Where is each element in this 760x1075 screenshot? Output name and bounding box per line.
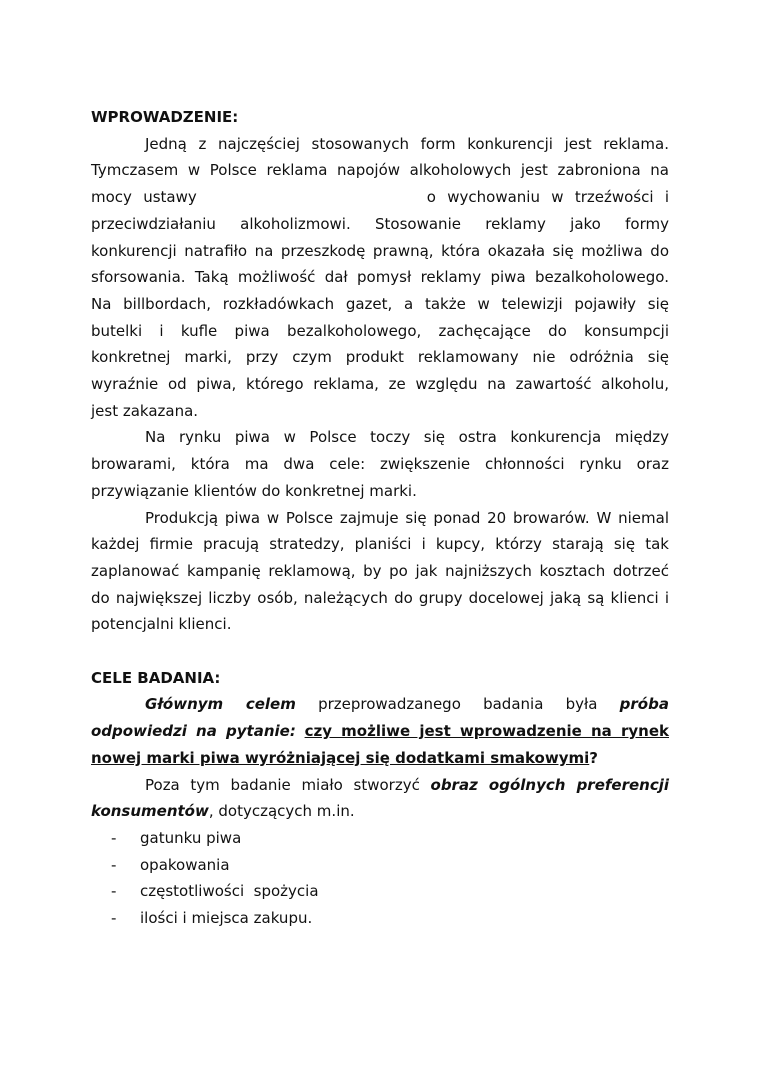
list-item <box>111 905 669 932</box>
underlined-question: czy możliwe jest wprowadzenie na rynek <box>304 722 669 741</box>
emphasis-text: konsumentów <box>91 802 209 821</box>
list-item-text: gatunku piwa <box>140 828 242 847</box>
text-line: zaplanować kampanię reklamową, by po jak najniższych kosztach dotrzeć <box>91 561 669 580</box>
emphasis-text: odpowiedzi na pytanie: <box>91 722 296 741</box>
text-line <box>91 745 669 772</box>
text-line: konkurencji natrafiło na przeszkodę prawną, która okazała się możliwa do <box>91 241 669 260</box>
section-spacer <box>91 638 669 665</box>
text-line: sforsowania. Taką możliwość dał pomysł reklamy piwa bezalkoholowego. <box>91 268 669 287</box>
text-line: butelki i kufle piwa bezalkoholowego, zachęcające do konsumpcji <box>91 321 669 340</box>
text-line: Tymczasem w Polsce reklama napojów alkoholowych jest zabroniona na <box>91 161 669 180</box>
text-fragment: przeprowadzanego badania była <box>318 695 598 714</box>
emphasis-text: próba <box>619 695 669 714</box>
text-line: konkretnej marki, przy czym produkt reklamowany nie odróżnia się <box>91 348 669 367</box>
text-line: Jedną z najczęściej stosowanych form konkurencji jest reklama. <box>145 134 669 153</box>
list-item-text: opakowania <box>140 855 230 874</box>
underlined-question: nowej marki piwa wyróżniającej się dodatkami smakowymi <box>91 748 590 767</box>
text-line: browarami, która ma dwa cele: zwiększenie chłonności rynku oraz <box>91 455 669 474</box>
document-page <box>91 104 669 932</box>
section-heading-goals: CELE BADANIA: <box>91 668 221 687</box>
list-item <box>111 825 669 852</box>
text-line: do największej liczby osób, należących do grupy docelowej jaką są klienci i <box>91 588 669 607</box>
dash-bullet: - <box>111 855 117 874</box>
intro-paragraph-3 <box>91 505 669 639</box>
text-line <box>91 184 669 211</box>
text-line: wyraźnie od piwa, którego reklama, ze względu na zawartość alkoholu, <box>91 375 669 394</box>
text-line <box>91 718 669 745</box>
text-line: potencjalni klienci. <box>91 615 232 634</box>
list-item-text: częstotliwości spożycia <box>140 882 319 901</box>
emphasis-text: Głównym celem <box>145 695 296 714</box>
text-fragment: Poza tym badanie miało stworzyć <box>145 775 420 794</box>
text-line: przeciwdziałaniu alkoholizmowi. Stosowanie reklamy jako formy <box>91 214 669 233</box>
text-line: jest zakazana. <box>91 401 199 420</box>
text-line <box>91 798 669 825</box>
emphasis-text: obraz ogólnych preferencji <box>430 775 669 794</box>
list-item-text: ilości i miejsca zakupu. <box>140 909 313 927</box>
intro-paragraph-2 <box>91 424 669 504</box>
goals-paragraph-2 <box>91 772 669 825</box>
text-fragment: mocy ustawy <box>91 188 197 207</box>
text-line: Produkcją piwa w Polsce zajmuje się ponad 20 browarów. W niemal <box>145 508 669 527</box>
text-line: Na billbordach, rozkładówkach gazet, a także w telewizji pojawiły się <box>91 294 669 313</box>
text-line: przywiązanie klientów do konkretnej marki. <box>91 481 417 500</box>
dash-bullet: - <box>111 882 117 901</box>
dash-bullet: - <box>111 828 117 847</box>
section-heading-intro: WPROWADZENIE: <box>91 108 239 126</box>
preferences-list <box>91 825 669 932</box>
text-fragment: , dotyczących m.in. <box>208 802 355 821</box>
intro-paragraph-1 <box>91 131 669 425</box>
list-item <box>111 852 669 879</box>
text-fragment: o wychowaniu w trzeźwości i <box>426 188 669 207</box>
goals-paragraph-1 <box>91 691 669 771</box>
dash-bullet: - <box>111 909 117 927</box>
list-item <box>111 878 669 905</box>
text-line: Na rynku piwa w Polsce toczy się ostra konkurencja między <box>145 428 669 447</box>
text-line <box>91 772 669 799</box>
question-mark: ? <box>589 748 598 767</box>
text-line: każdej firmie pracują stratedzy, planiści i kupcy, którzy starają się tak <box>91 535 669 554</box>
text-line <box>91 691 669 718</box>
